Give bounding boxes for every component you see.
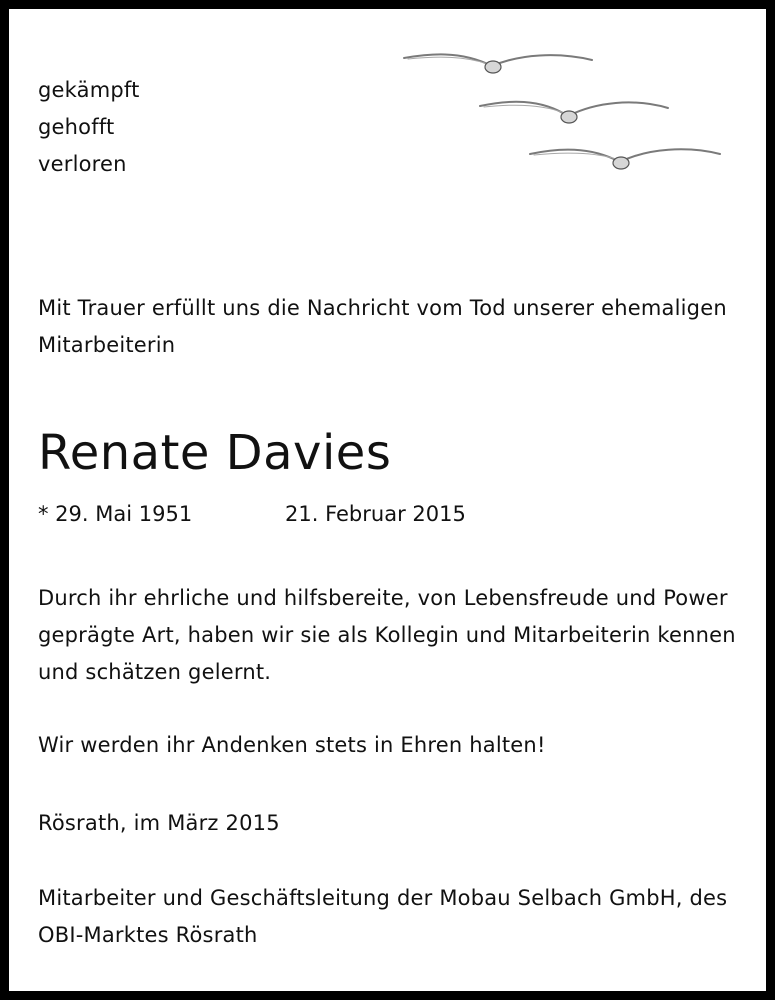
- motto-line: verloren: [38, 152, 127, 176]
- motto-line: gekämpft: [38, 78, 140, 102]
- death-date: 21. Februar 2015: [285, 502, 466, 526]
- birth-date: * 29. Mai 1951: [38, 502, 193, 526]
- memory-text: Wir werden ihr Andenken stets in Ehren halten!: [38, 733, 546, 757]
- flying-birds-icon: [398, 40, 728, 180]
- tribute-text: Durch ihr ehrliche und hilfsbereite, von Lebensfreude und Power geprägte Art, haben wir sie als Kollegin und Mitarbeiterin kennen und schätzen gelernt.: [38, 586, 736, 684]
- bird-icon: [480, 102, 668, 123]
- intro-text: Mit Trauer erfüllt uns die Nachricht vom Tod unserer ehemaligen Mitarbeiterin: [38, 296, 727, 357]
- deceased-name: Renate Davies: [38, 425, 392, 481]
- place-date: Rösrath, im März 2015: [38, 811, 280, 835]
- motto: [38, 72, 140, 183]
- motto-line: gehofft: [38, 115, 115, 139]
- bird-icon: [404, 54, 592, 73]
- bird-icon: [530, 149, 720, 169]
- signature: Mitarbeiter und Geschäftsleitung der Mobau Selbach GmbH, des OBI-Marktes Rösrath: [38, 886, 728, 947]
